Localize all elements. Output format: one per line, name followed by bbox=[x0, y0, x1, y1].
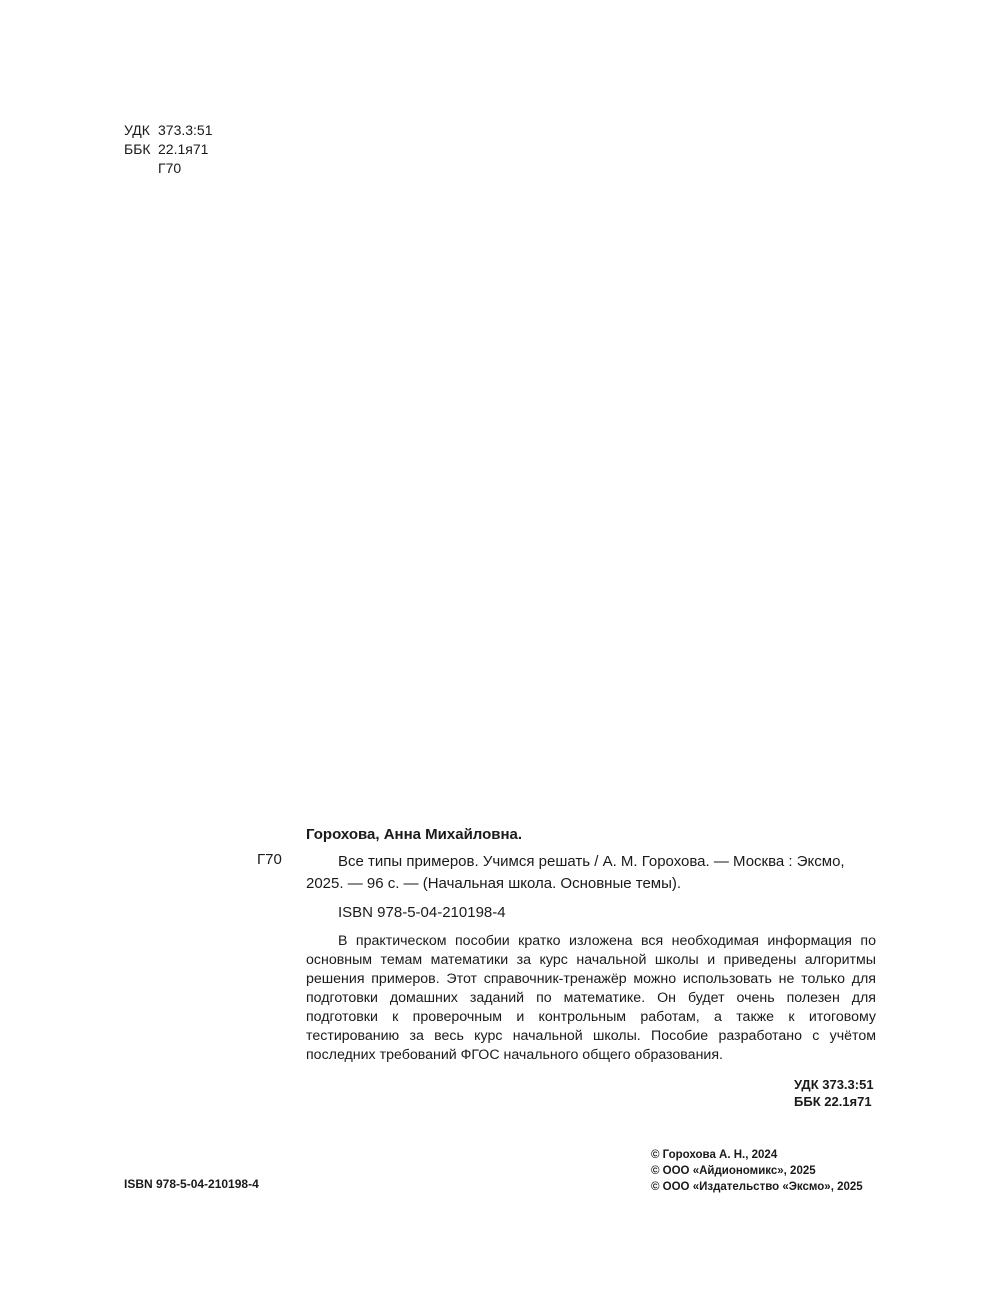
copyright-block bbox=[651, 1147, 863, 1195]
bbk-value: 22.1я71 bbox=[158, 141, 209, 157]
copyright-line: © ООО «Айдиономикс», 2025 bbox=[651, 1165, 816, 1177]
udk-label: УДК bbox=[124, 122, 150, 138]
classification-codes-top bbox=[124, 121, 213, 178]
author-heading: Горохова, Анна Михайловна. bbox=[306, 826, 523, 843]
udk-value: 373.3:51 bbox=[158, 122, 213, 138]
bibliographic-description: Все типы примеров. Учимся решать / А. М. Горохова. — Москва : Эксмо, 2025. — 96 с. — (Начальная школа. Основные темы). bbox=[306, 853, 845, 892]
annotation-text: В практическом пособии кратко изложена вся необходимая информация по основным темам математики за курс начальной школы и приведены алгоритмы решения примеров. Этот справочник-тренажёр можно использовать не только для подготовки домашних заданий по математике. Он будет очень полезен для подготовки к проверочным и контрольным работам, а также к итоговому тестированию за весь курс начальной школы. Пособие разработано с учётом последних требований ФГОС начального общего образования. bbox=[306, 933, 876, 1063]
copyright-line: © ООО «Издательство «Эксмо», 2025 bbox=[651, 1181, 863, 1193]
udk-bottom: УДК 373.3:51 bbox=[794, 1077, 874, 1092]
classification-codes-bottom bbox=[794, 1076, 874, 1110]
udk-row bbox=[124, 121, 213, 140]
bbk-row bbox=[124, 140, 213, 159]
bbk-label: ББК bbox=[124, 141, 151, 157]
copyright-line: © Горохова А. Н., 2024 bbox=[651, 1149, 778, 1161]
author-mark-side: Г70 bbox=[257, 851, 282, 868]
isbn-bottom: ISBN 978-5-04-210198-4 bbox=[124, 1177, 259, 1191]
isbn-card: ISBN 978-5-04-210198-4 bbox=[338, 904, 506, 921]
author-mark-top: Г70 bbox=[158, 160, 182, 176]
bbk-bottom: ББК 22.1я71 bbox=[794, 1094, 872, 1109]
